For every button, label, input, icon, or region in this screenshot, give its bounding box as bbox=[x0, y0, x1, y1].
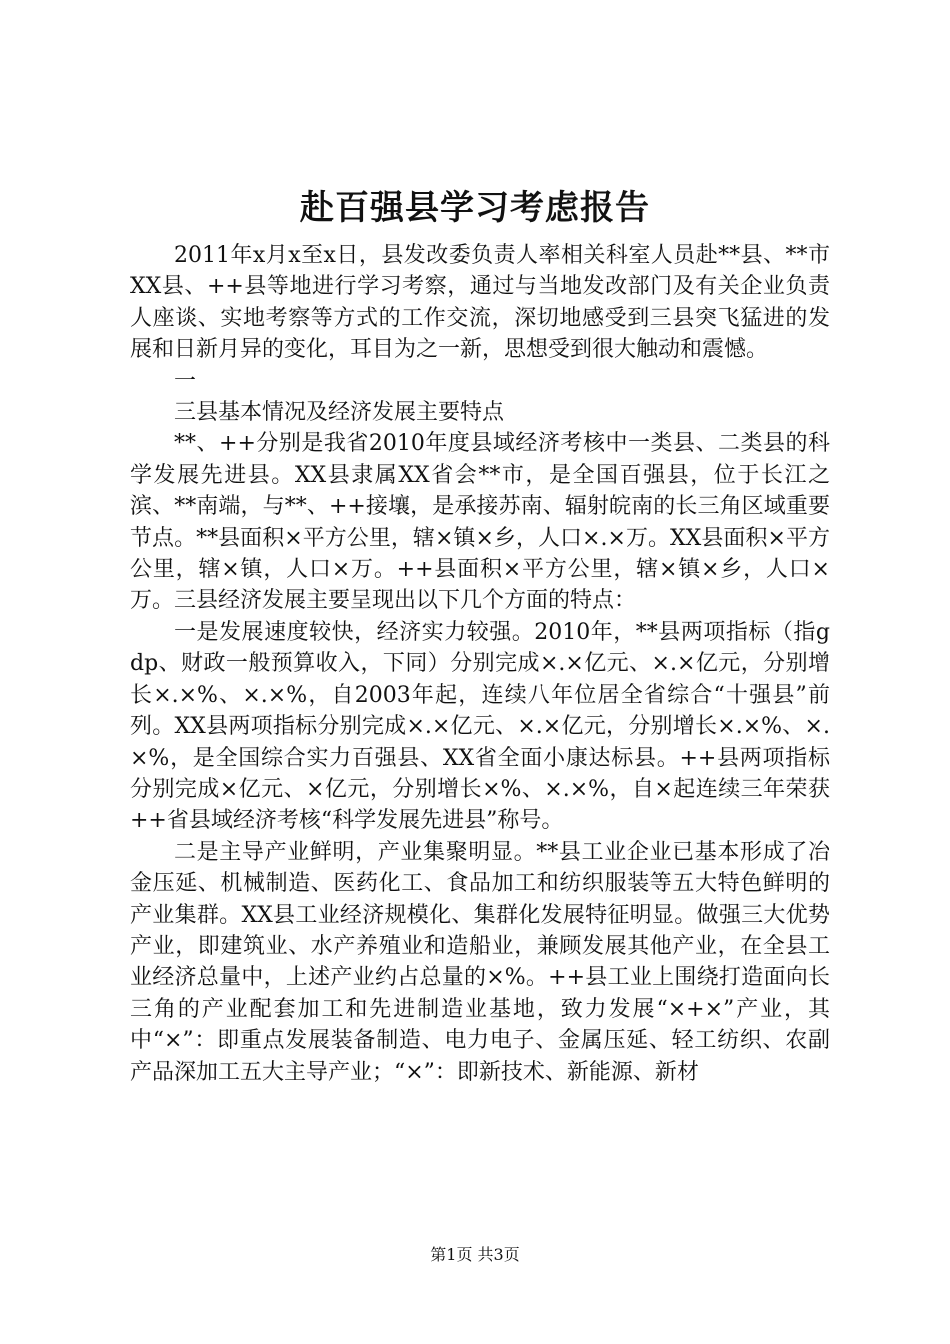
document-title: 赴百强县学习考虑报告 bbox=[300, 188, 650, 228]
paragraph-point-two: 二是主导产业鲜明，产业集聚明显。**县工业企业已基本形成了冶金压延、机械制造、医药化工、食品加工和纺织服装等五大特色鲜明的产业集群。XX县工业经济规模化、集群化发展特征明显。做强三大优势产业，即建筑业、水产养殖业和造船业，兼顾发展其他产业，在全县工业经济总量中，上述产业约占总量的×%。++县工业上围绕打造面向长三角的产业配套加工和先进制造业基地，致力发展“×+×”产业，其中“×”：即重点发展装备制造、电力电子、金属压延、轻工纺织、农副产品深加工五大主导产业；“×”：即新技术、新能源、新材 bbox=[130, 839, 830, 1085]
paragraph-overview: **、++分别是我省2010年度县域经济考核中一类县、二类县的科学发展先进县。XX县隶属XX省会**市，是全国百强县，位于长江之滨、**南端，与**、++接壤，是承接苏南、辐射皖南的长三角区域重要节点。**县面积×平方公里，辖×镇×乡，人口×.×万。XX县面积×平方公里，辖×镇，人口×万。++县面积×平方公里，辖×镇×乡，人口×万。三县经济发展主要呈现出以下几个方面的特点： bbox=[130, 431, 830, 614]
page-footer: 第1页 共3页 bbox=[430, 1245, 520, 1264]
document-body bbox=[130, 240, 830, 1088]
section-heading: 三县基本情况及经济发展主要特点 bbox=[174, 400, 505, 426]
paragraph-intro: 2011年x月x至x日，县发改委负责人率相关科室人员赴**县、**市XX县、++县等地进行学习考察，通过与当地发改部门及有关企业负责人座谈、实地考察等方式的工作交流，深切地感受到三县突飞猛进的发展和日新月异的变化，耳目为之一新，思想受到很大触动和震憾。 bbox=[130, 243, 830, 363]
paragraph-point-one: 一是发展速度较快，经济实力较强。2010年，**县两项指标（指gdp、财政一般预算收入，下同）分别完成×.×亿元、×.×亿元，分别增长×.×%、×.×%，自2003年起，连续八年位居全省综合“十强县”前列。XX县两项指标分别完成×.×亿元、×.×亿元，分别增长×.×%、×.×%，是全国综合实力百强县、XX省全面小康达标县。++县两项指标分别完成×亿元、×亿元，分别增长×%、×.×%，自×起连续三年荣获++省县域经济考核“科学发展先进县”称号。 bbox=[130, 619, 830, 834]
section-number: 一 bbox=[174, 368, 197, 394]
